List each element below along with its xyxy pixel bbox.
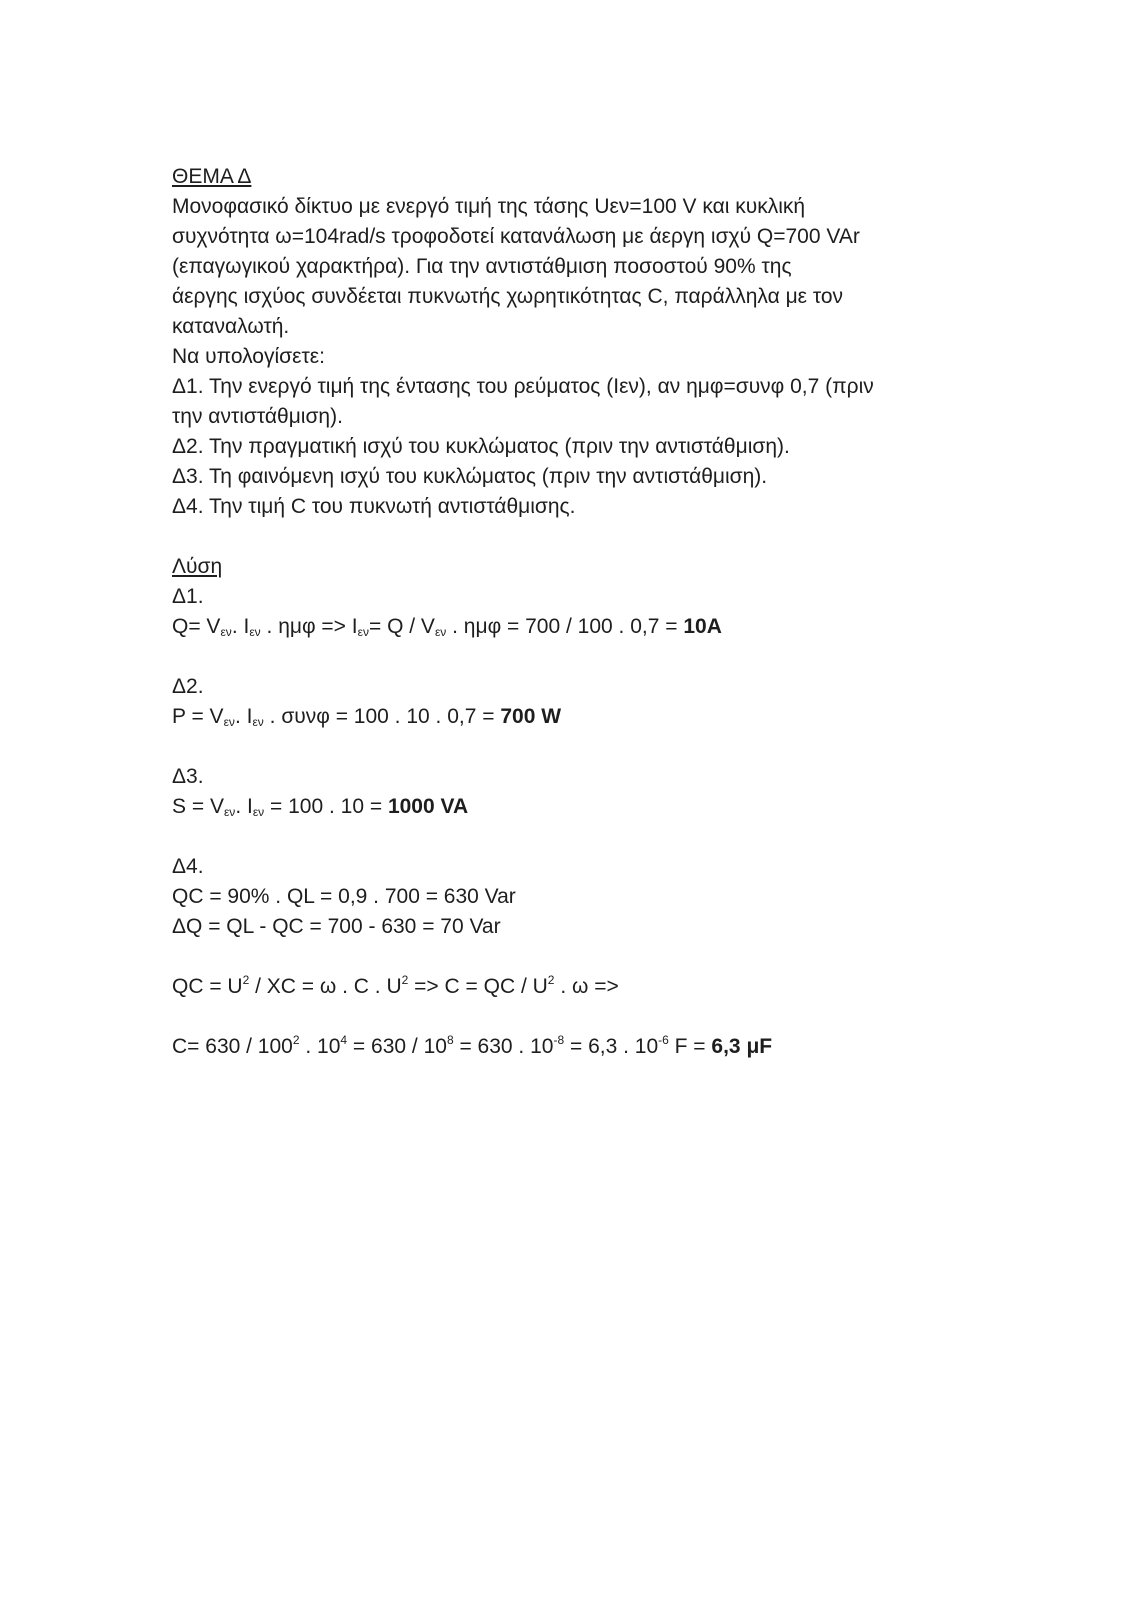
problem-line: Να υπολογίσετε: — [172, 345, 325, 368]
d1-equation: $Q= V_{\varepsilon\nu}$. $I_{\varepsilon\nu}$ . $\eta\mu\varphi => I_{\varepsilon\nu}= Q / V_{\varepsilon\nu}$ . ημφ = 700 / 100 . 0,7 = 10A — [172, 615, 722, 639]
problem-line: Μονοφασικό δίκτυο με ενεργό τιμή της τάσης Uεν=100 V και κυκλική — [172, 195, 806, 218]
question-d1: Δ1. Την ενεργό τιμή της έντασης του ρεύματος (Iεν), αν ημφ=συνφ 0,7 (πριν — [172, 375, 874, 398]
problem-line: καταναλωτή. — [172, 315, 290, 338]
question-d2: Δ2. Την πραγματική ισχύ του κυκλώματος (πριν την αντιστάθμιση). — [172, 435, 790, 458]
question-d4: Δ4. Την τιμή C του πυκνωτή αντιστάθμισης. — [172, 495, 576, 518]
d1-label: Δ1. — [172, 585, 204, 608]
d4-result: 6,3 μF — [711, 1035, 773, 1058]
spacer — [172, 1002, 972, 1032]
problem-line: (επαγωγικού χαρακτήρα). Για την αντιστάθμιση ποσοστού 90% της — [172, 255, 792, 278]
d4-qc-equation: QC = 90% . QL = 0,9 . 700 = 630 Var — [172, 885, 516, 908]
question-d1-cont: την αντιστάθμιση). — [172, 405, 343, 428]
d4-label: Δ4. — [172, 855, 204, 878]
problem-title: ΘΕΜΑ Δ — [172, 165, 252, 188]
d2-label: Δ2. — [172, 675, 204, 698]
document-page — [172, 162, 972, 1062]
spacer — [172, 822, 972, 852]
d2-equation: $P = V_{\varepsilon\nu}$. $I_{\varepsilon\nu}$ . συνφ = 100 . 10 . 0,7 = 700 W — [172, 705, 562, 729]
question-d3: Δ3. Τη φαινόμενη ισχύ του κυκλώματος (πριν την αντιστάθμιση). — [172, 465, 768, 488]
d4-capacitance-result: $C= 630 / 100^2$ . $10^4 = 630 / 10^8 = 630$ . $10^{-8} = 6,3$ . $10^{-6}$ F = 6,3 μF — [172, 1033, 773, 1058]
d3-label: Δ3. — [172, 765, 204, 788]
d3-result: 1000 VA — [387, 795, 469, 818]
spacer — [172, 642, 972, 672]
spacer — [172, 942, 972, 972]
problem-line: άεργης ισχύος συνδέεται πυκνωτής χωρητικότητας C, παράλληλα με τον — [172, 285, 844, 308]
d4-capacitance-formula: QC = $U^2$ / XC = ω . C . $U^2 => C$ = QC / $U^2$ . ω => — [172, 973, 619, 998]
spacer — [172, 732, 972, 762]
d2-result: 700 W — [500, 705, 562, 728]
d3-equation: $S = V_{\varepsilon\nu}$. $I_{\varepsilon\nu} = 100$ . 10 = 1000 VA — [172, 795, 469, 819]
solution-title: Λύση — [172, 555, 223, 578]
d1-result: 10A — [683, 615, 722, 638]
spacer — [172, 522, 972, 552]
problem-line: συχνότητα ω=104rad/s τροφοδοτεί κατανάλωση με άεργη ισχύ Q=700 VAr — [172, 225, 860, 248]
d4-dq-equation: ΔQ = QL - QC = 700 - 630 = 70 Var — [172, 915, 501, 938]
